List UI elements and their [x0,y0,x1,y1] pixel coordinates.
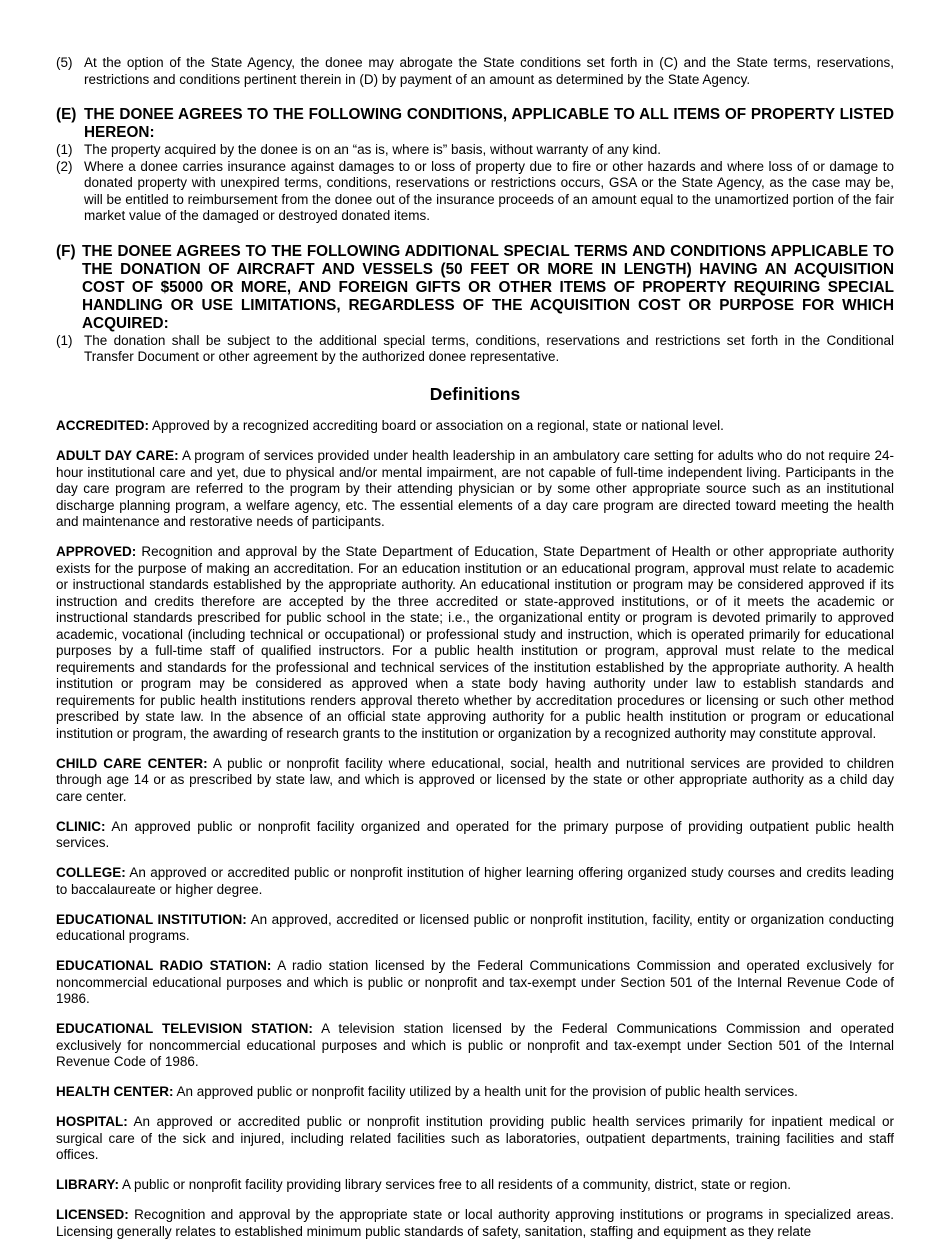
definition-term: ADULT DAY CARE: [56,448,179,463]
section-heading-text: THE DONEE AGREES TO THE FOLLOWING CONDITIONS, APPLICABLE TO ALL ITEMS OF PROPERTY LISTED HEREON: [84,106,894,141]
definition-text: A program of services provided under health leadership in an ambulatory care setting for adults who do not require 24-hour institutional care and yet, due to physical and/or mental impairment, are not capable of full-time independent living. Participants in the day care program are referred to the program by their attending physician or by some other appropriate source such as an institutional discharge planning program, a welfare agency, etc. The essential elements of a day care program are directed toward meeting the health and maintenance and restorative needs of participants. [56,448,895,529]
section-code: (E) [56,106,77,123]
definition-college [56,865,894,898]
definition-term: CHILD CARE CENTER: [56,755,208,771]
condition-f1 [56,333,894,366]
definition-text: An approved public or nonprofit facility utilized by a health unit for the provision of public health services. [176,1084,798,1099]
definition-term: LICENSED: [56,1207,129,1222]
definition-text: A television station licensed by the Federal Communications Commission and operated exclusively for noncommercial educational purposes and which is public or nonprofit and tax-exempt under Section 501 of the Internal Revenue Code of 1986. [56,1021,894,1069]
condition-e2 [56,159,894,225]
definition-term: EDUCATIONAL RADIO STATION: [56,958,272,973]
definition-text: Approved by a recognized accrediting board or association on a regional, state or national level. [152,418,724,433]
condition-e1 [56,142,894,159]
section-f-heading [56,243,894,333]
definition-text: An approved or accredited public or nonprofit institution of higher learning offering organized study courses and credits leading to baccalaureate or higher degree. [56,865,894,897]
item-text: Where a donee carries insurance against damages to or loss of property due to fire or other hazards and where loss of or damage to donated property with unexpired terms, conditions, reservations or restrictions occurs, GSA or the State Agency, as the case may be, will be entitled to reimbursement from the donee out of the insurance proceeds of an amount equal to the unamortized portion of the fair market value of the damaged or destroyed donated items. [84,158,894,223]
definition-term: HEALTH CENTER: [56,1084,174,1099]
item-number: (2) [56,158,73,174]
definition-accredited [56,418,894,435]
definition-term: LIBRARY: [56,1177,119,1192]
definition-educational-radio-station [56,958,894,1008]
item-number: (1) [56,142,73,157]
section-heading-text: THE DONEE AGREES TO THE FOLLOWING ADDITIONAL SPECIAL TERMS AND CONDITIONS APPLICABLE TO THE DONATION OF AIRCRAFT AND VESSELS (50 FEET OR MORE IN LENGTH) HAVING AN ACQUISITION COST OF $5000 OR MORE, AND FOREIGN GIFTS OR OTHER ITEMS OF PROPERTY REQUIRING SPECIAL HANDLING OR USE LIMITATIONS, REGARDLESS OF THE ACQUISITION COST OR PURPOSE FOR WHICH ACQUIRED: [82,242,894,332]
definition-text: A radio station licensed by the Federal Communications Commission and operated exclusively for noncommercial educational purposes and which is public or nonprofit and tax-exempt under Section 501 of the Internal Revenue Code of 1986. [56,958,894,1006]
definition-educational-television-station [56,1021,894,1071]
definitions-title: Definitions [429,383,521,404]
document-page [56,55,894,1245]
item-number: (1) [56,332,73,348]
definition-text: A public or nonprofit facility providing library services free to all residents of a community, district, state or region. [122,1177,792,1192]
definition-text: Recognition and approval by the appropriate state or local authority approving institutions or programs in specialized areas. Licensing generally relates to established minimum public standards of safety, sanitation, staffing and equipment as they relate [56,1207,894,1239]
definition-educational-institution [56,912,894,945]
definition-text: Recognition and approval by the State Department of Education, State Department of Health or other appropriate authority exists for the purpose of making an accreditation. For an education institution or an educational program, approval must relate to academic or instructional standards established by the appropriate authority. An educational institution or program may be considered approved if its instruction and credits therefore are accepted by the three accredited or state-approved institutions, or of it meets the academic or instructional standards prescribed for public school in the state; i.e., the organizational entity or program is devoted primarily to approved academic, vocational (including technical or occupational) or professional study and instruction, which is operated primarily for educational purposes by a full-time staff of qualified instructors. For a public health institution or program, approval must relate to the medical requirements and standards for the professional and technical services of the institution established by the appropriate authority. A health institution or program may be considered as approved when a state body having authority under law to establish standards and requirements for public health institutions renders approval thereto whether by accreditation procedures or licensing or such other method prescribed by state law. In the absence of an official state approving authority for a public health institution or program or educational institution or program, the awarding of research grants to the institution or organization by a recognized authority may constitute approval. [56,544,894,741]
definition-term: EDUCATIONAL TELEVISION STATION: [56,1021,313,1036]
definition-term: CLINIC: [56,818,106,834]
definitions-list [56,418,894,1240]
definition-licensed [56,1207,894,1240]
definition-adult-day-care [56,448,894,531]
definition-term: HOSPITAL: [56,1114,128,1129]
definition-term: COLLEGE: [56,865,126,880]
item-number: (5) [56,55,73,70]
definition-approved [56,544,894,742]
definition-text: A public or nonprofit facility where educational, social, health and nutritional services are provided to children through age 14 or as prescribed by state law, and which is approved or licensed by the state or other appropriate authority as a child day care center. [56,755,894,804]
definition-library [56,1177,894,1194]
item-text: The property acquired by the donee is on an “as is, where is” basis, without warranty of any kind. [84,142,662,157]
section-e-heading [56,106,894,142]
condition-d5 [56,55,894,88]
definition-text: An approved or accredited public or nonprofit institution providing public health services primarily for inpatient medical or surgical care of the sick and injured, including related facilities such as laboratories, outpatient departments, training facilities and staff offices. [56,1114,894,1162]
definition-term: EDUCATIONAL INSTITUTION: [56,911,247,927]
definition-text: An approved public or nonprofit facility organized and operated for the primary purpose of providing outpatient public health services. [56,818,894,850]
section-code: (F) [56,242,76,260]
definition-health-center [56,1084,894,1101]
definition-text: An approved, accredited or licensed public or nonprofit institution, facility, entity or organization conducting educational programs. [56,911,894,943]
item-text: At the option of the State Agency, the donee may abrogate the State conditions set forth in (C) and the State terms, reservations, restrictions and conditions pertinent therein in (D) by payment of an amount as determined by the State Agency. [84,55,894,87]
definition-clinic [56,819,894,852]
definition-hospital [56,1114,894,1164]
definition-term: ACCREDITED: [56,418,149,433]
item-text: The donation shall be subject to the additional special terms, conditions, reservations and restrictions set forth in the Conditional Transfer Document or other agreement by the authorized donee representative. [84,332,894,364]
definition-child-care-center [56,756,894,806]
definition-term: APPROVED: [56,544,137,559]
